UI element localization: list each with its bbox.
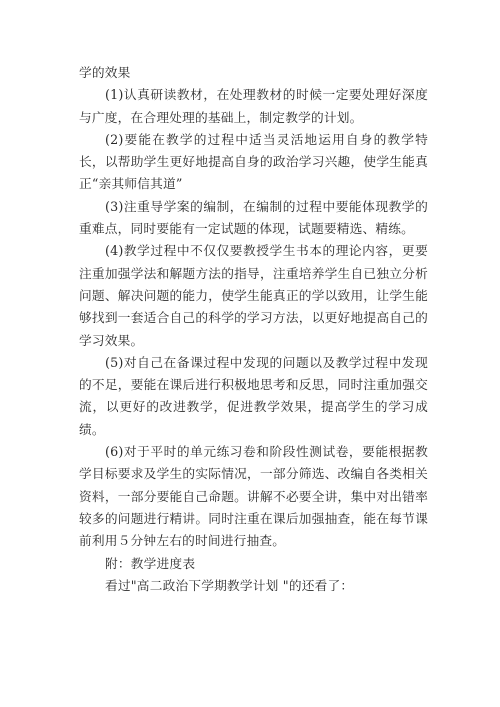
paragraph-item-4: (4)教学过程中不仅仅要教授学生书本的理论内容，更要注重加强学法和解题方法的指导，注重培养学生自已独立分析问题、解决问题的能力，使学生能真正的学以致用，让学生能够找到一套适合自己的科学的学习方法，以更好地提高自己的学习效果。 bbox=[79, 243, 428, 348]
appendix-heading: 附：教学进度表 bbox=[105, 555, 196, 571]
document-body bbox=[79, 62, 428, 597]
related-articles-line: 看过"高二政治下学期教学计划 "的还看了： bbox=[105, 577, 354, 593]
paragraph-item-2: (2)要能在教学的过程中适当灵活地运用自身的教学特长，以帮助学生更好地提高自身的政治学习兴趣，使学生能真正“亲其师信其道” bbox=[79, 131, 428, 192]
paragraph-item-3: (3)注重导学案的编制，在编制的过程中要能体现教学的重难点，同时要能有一定试题的体现，试题要精选、精练。 bbox=[79, 198, 428, 237]
paragraph-continuation: 学的效果 bbox=[79, 65, 131, 80]
paragraph-item-6: (6)对于平时的单元练习卷和阶段性测试卷，要能根据教学目标要求及学生的实际情况，一部分筛选、改编自各类相关资料，一部分要能自己命题。讲解不必要全讲，集中对出错率较多的问题进行精讲。同时注重在课后加强抽查，能在每节课前利用５分钟左右的时间进行抽查。 bbox=[79, 444, 428, 549]
paragraph-item-1: (1)认真研读教材，在处理教材的时候一定要处理好深度与广度，在合理处理的基础上，制定教学的计划。 bbox=[79, 87, 428, 125]
paragraph-item-5: (5)对自己在备课过程中发现的问题以及教学过程中发现的不足，要能在课后进行积极地思考和反思，同时注重加强交流，以更好的改进教学，促进教学效果，提高学生的学习成绩。 bbox=[79, 354, 428, 437]
